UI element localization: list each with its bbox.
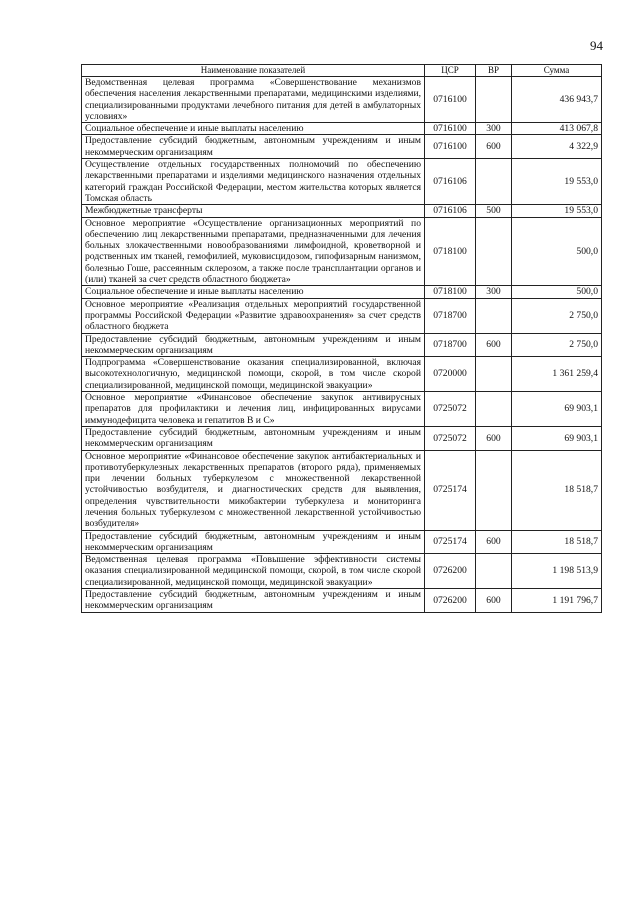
table-header-row bbox=[82, 65, 602, 77]
header-sum: Сумма bbox=[512, 65, 602, 77]
row-name-cell: Предоставление субсидий бюджетным, автономным учреждениям и иным некоммерческим организациям bbox=[82, 589, 425, 613]
row-sum-cell: 19 553,0 bbox=[512, 205, 602, 217]
row-name-cell: Осуществление отдельных государственных полномочий по обеспечению лекарственными препаратами и изделиями медицинского назначения отдельных категорий граждан Российской Федерации, местом жительства которых является Томская область bbox=[82, 159, 425, 205]
row-vr-cell: 600 bbox=[476, 333, 512, 357]
table-row bbox=[82, 286, 602, 298]
row-name-cell: Предоставление субсидий бюджетным, автономным учреждениям и иным некоммерческим организациям bbox=[82, 333, 425, 357]
row-vr-cell bbox=[476, 217, 512, 286]
table-row bbox=[82, 426, 602, 450]
row-vr-cell bbox=[476, 554, 512, 589]
row-sum-cell: 2 750,0 bbox=[512, 333, 602, 357]
row-vr-cell bbox=[476, 77, 512, 123]
page-number: 94 bbox=[590, 38, 603, 53]
row-sum-cell: 69 903,1 bbox=[512, 426, 602, 450]
row-vr-cell: 300 bbox=[476, 123, 512, 135]
row-name-cell: Социальное обеспечение и иные выплаты населению bbox=[82, 286, 425, 298]
row-csr-cell: 0716100 bbox=[425, 77, 476, 123]
table-row bbox=[82, 357, 602, 392]
row-sum-cell: 413 067,8 bbox=[512, 123, 602, 135]
row-vr-cell: 500 bbox=[476, 205, 512, 217]
row-sum-cell: 18 518,7 bbox=[512, 530, 602, 554]
row-csr-cell: 0726200 bbox=[425, 554, 476, 589]
row-csr-cell: 0725174 bbox=[425, 530, 476, 554]
row-sum-cell: 500,0 bbox=[512, 286, 602, 298]
row-vr-cell bbox=[476, 357, 512, 392]
row-name-cell: Предоставление субсидий бюджетным, автономным учреждениям и иным некоммерческим организациям bbox=[82, 530, 425, 554]
row-name-cell: Подпрограмма «Совершенствование оказания специализированной, включая высокотехнологичную, медицинской помощи, скорой, в том числе скорой специализированной, медицинской помощи, медицинской эвакуации» bbox=[82, 357, 425, 392]
row-sum-cell: 1 191 796,7 bbox=[512, 589, 602, 613]
row-sum-cell: 500,0 bbox=[512, 217, 602, 286]
row-sum-cell: 1 361 259,4 bbox=[512, 357, 602, 392]
row-name-cell: Ведомственная целевая программа «Повышение эффективности системы оказания специализированной медицинской помощи, скорой, в том числе скорой специализированной, медицинской помощи, медицинской эвакуации» bbox=[82, 554, 425, 589]
row-vr-cell: 600 bbox=[476, 530, 512, 554]
row-name-cell: Предоставление субсидий бюджетным, автономным учреждениям и иным некоммерческим организациям bbox=[82, 426, 425, 450]
table-row bbox=[82, 135, 602, 159]
row-name-cell: Межбюджетные трансферты bbox=[82, 205, 425, 217]
row-csr-cell: 0718700 bbox=[425, 298, 476, 333]
header-vr: ВР bbox=[476, 65, 512, 77]
row-sum-cell: 1 198 513,9 bbox=[512, 554, 602, 589]
row-vr-cell bbox=[476, 450, 512, 530]
table-row bbox=[82, 205, 602, 217]
row-csr-cell: 0716100 bbox=[425, 123, 476, 135]
table-row bbox=[82, 298, 602, 333]
row-sum-cell: 69 903,1 bbox=[512, 392, 602, 427]
row-name-cell: Основное мероприятие «Финансовое обеспечение закупок антибактериальных и противотуберкулезных лекарственных препаратов (второго ряда), применяемых при лечении больных туберкулезом с множественной лекарственной устойчивостью возбудителя, и диагностических средств для выявления, определения чувствительности микобактерии туберкулеза и мониторинга лечения больных туберкулезом с множественной лекарственной устойчивостью возбудителя» bbox=[82, 450, 425, 530]
row-csr-cell: 0726200 bbox=[425, 589, 476, 613]
row-vr-cell bbox=[476, 298, 512, 333]
row-csr-cell: 0720000 bbox=[425, 357, 476, 392]
table-row bbox=[82, 589, 602, 613]
row-csr-cell: 0716106 bbox=[425, 205, 476, 217]
row-sum-cell: 2 750,0 bbox=[512, 298, 602, 333]
row-sum-cell: 436 943,7 bbox=[512, 77, 602, 123]
row-vr-cell: 600 bbox=[476, 589, 512, 613]
row-vr-cell: 600 bbox=[476, 135, 512, 159]
row-name-cell: Предоставление субсидий бюджетным, автономным учреждениям и иным некоммерческим организациям bbox=[82, 135, 425, 159]
row-csr-cell: 0725072 bbox=[425, 392, 476, 427]
row-csr-cell: 0716100 bbox=[425, 135, 476, 159]
row-csr-cell: 0718100 bbox=[425, 217, 476, 286]
row-csr-cell: 0725072 bbox=[425, 426, 476, 450]
row-csr-cell: 0718700 bbox=[425, 333, 476, 357]
table-row bbox=[82, 77, 602, 123]
table-row bbox=[82, 392, 602, 427]
row-name-cell: Ведомственная целевая программа «Совершенствование механизмов обеспечения населения лекарственными препаратами, медицинскими изделиями, специализированными продуктами лечебного питания для детей в амбулаторных условиях» bbox=[82, 77, 425, 123]
budget-table bbox=[81, 64, 602, 613]
row-vr-cell bbox=[476, 392, 512, 427]
row-vr-cell: 600 bbox=[476, 426, 512, 450]
table-row bbox=[82, 554, 602, 589]
row-csr-cell: 0718100 bbox=[425, 286, 476, 298]
row-name-cell: Социальное обеспечение и иные выплаты населению bbox=[82, 123, 425, 135]
row-sum-cell: 4 322,9 bbox=[512, 135, 602, 159]
table-row bbox=[82, 450, 602, 530]
row-vr-cell: 300 bbox=[476, 286, 512, 298]
row-csr-cell: 0725174 bbox=[425, 450, 476, 530]
table-row bbox=[82, 217, 602, 286]
row-name-cell: Основное мероприятие «Реализация отдельных мероприятий государственной программы Российской Федерации «Развитие здравоохранения» за счет средств областного бюджета bbox=[82, 298, 425, 333]
row-sum-cell: 19 553,0 bbox=[512, 159, 602, 205]
row-csr-cell: 0716106 bbox=[425, 159, 476, 205]
header-csr: ЦСР bbox=[425, 65, 476, 77]
table-row bbox=[82, 159, 602, 205]
table-row bbox=[82, 123, 602, 135]
row-sum-cell: 18 518,7 bbox=[512, 450, 602, 530]
row-name-cell: Основное мероприятие «Финансовое обеспечение закупок антивирусных препаратов для профилактики и лечения лиц, инфицированных вирусами иммунодефицита человека и гепатитов В и С» bbox=[82, 392, 425, 427]
header-name: Наименование показателей bbox=[82, 65, 425, 77]
table-row bbox=[82, 333, 602, 357]
row-name-cell: Основное мероприятие «Осуществление организационных мероприятий по обеспечению лиц лекарственными препаратами, предназначенными для лечения больных злокачественными новообразованиями лимфоидной, кроветворной и родственных им тканей, гемофилией, муковисцидозом, гипофизарным нанизмом, болезнью Гоше, рассеянным склерозом, а также после трансплантации органов и (или) тканей за счет средств областного бюджета» bbox=[82, 217, 425, 286]
table-row bbox=[82, 530, 602, 554]
row-vr-cell bbox=[476, 159, 512, 205]
